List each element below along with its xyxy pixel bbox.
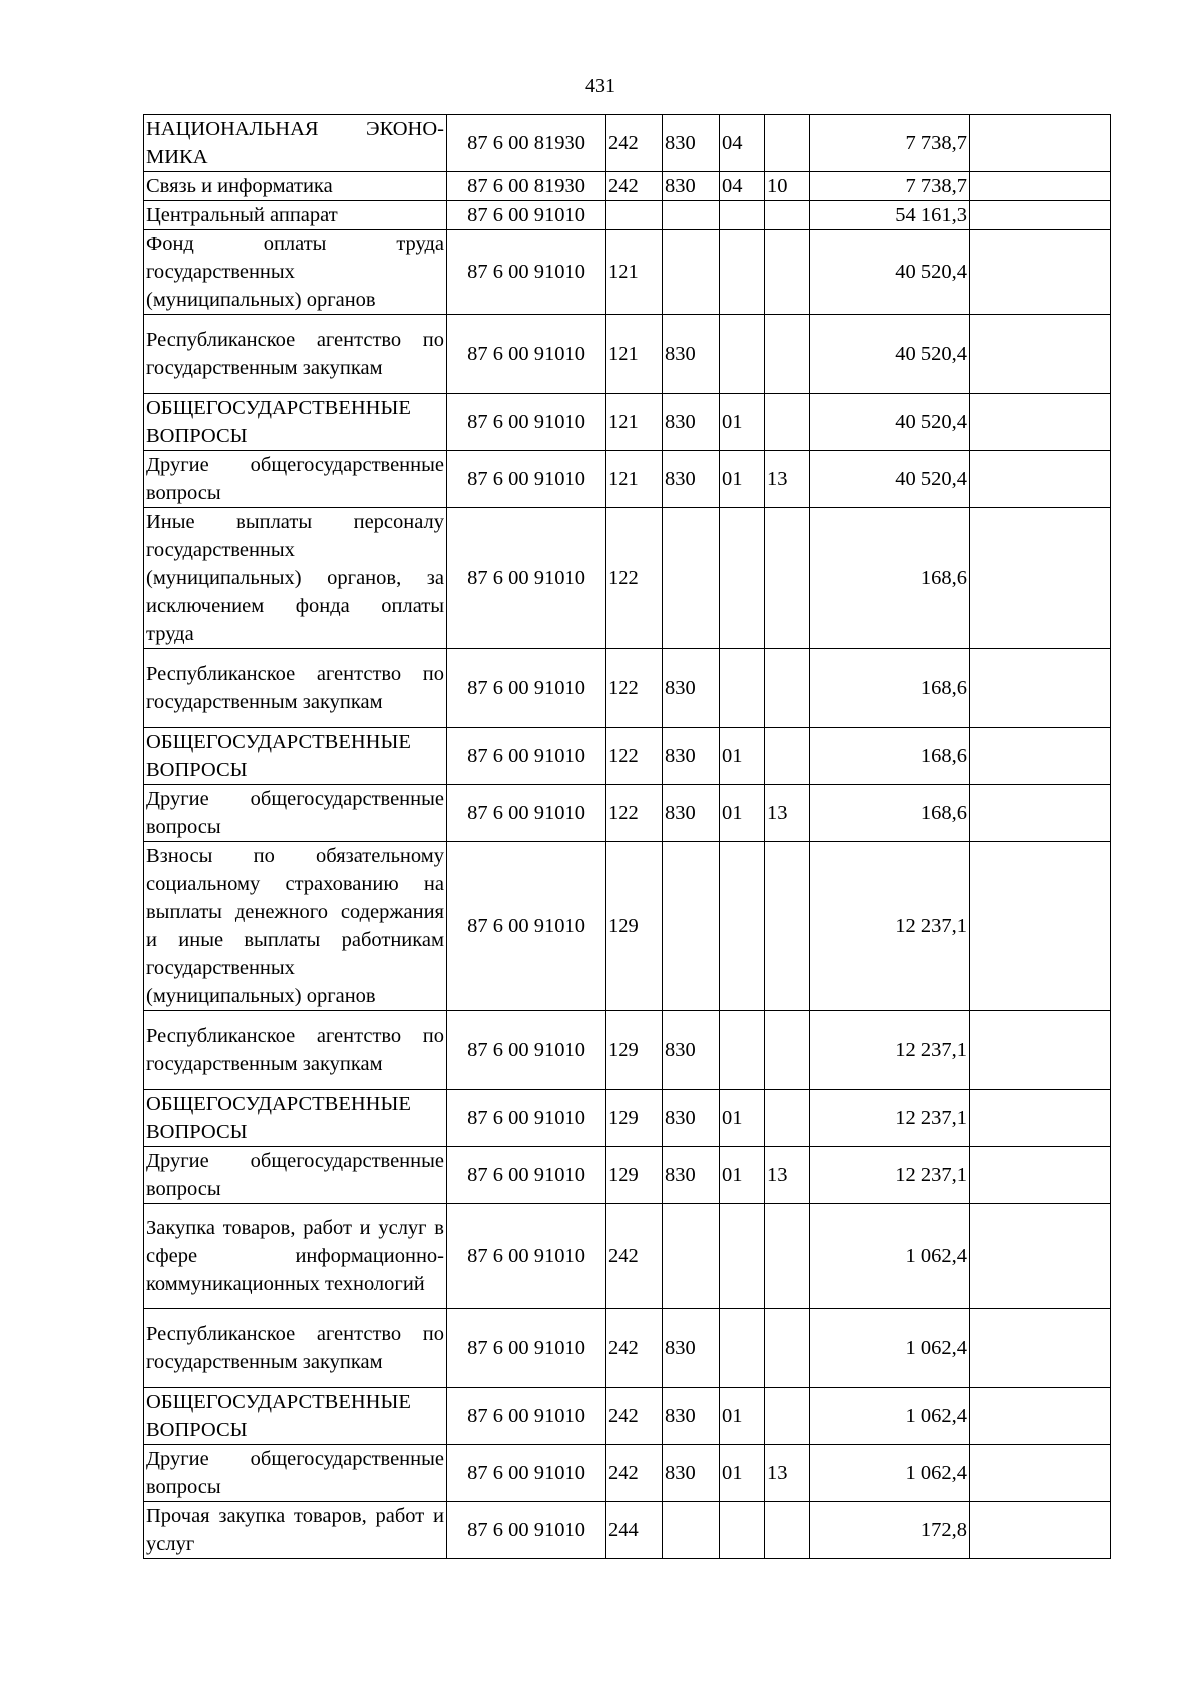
row-administrator-cell [663,1204,720,1309]
row-name-cell: Республиканское агентство по государственным закупкам [144,315,447,394]
row-administrator-cell: 830 [663,1147,720,1204]
row-expense-type-cell: 242 [606,115,663,172]
row-amount-cell: 1 062,4 [810,1388,970,1445]
row-expense-type-cell: 129 [606,1147,663,1204]
row-target-article-cell: 87 6 00 91010 [447,201,606,230]
row-expense-type-cell: 121 [606,230,663,315]
row-section-cell [720,230,765,315]
row-empty-cell [970,1090,1111,1147]
row-name-cell: Иные выплаты персоналу государственных (муниципальных) органов, за исключением фонда оплаты труда [144,508,447,649]
table-row [144,1090,1111,1147]
table-row [144,451,1111,508]
row-subsection-cell [765,315,810,394]
page-number: 431 [585,75,615,97]
row-administrator-cell: 830 [663,394,720,451]
row-amount-cell: 168,6 [810,728,970,785]
row-amount-cell: 1 062,4 [810,1204,970,1309]
row-amount-cell: 40 520,4 [810,315,970,394]
row-subsection-cell: 13 [765,1147,810,1204]
row-name-cell: Республиканское агентство по государственным закупкам [144,649,447,728]
row-target-article-cell: 87 6 00 91010 [447,315,606,394]
table-row [144,172,1111,201]
row-empty-cell [970,508,1111,649]
table-row [144,508,1111,649]
row-section-cell [720,1204,765,1309]
row-administrator-cell: 830 [663,1011,720,1090]
row-name-cell: Взносы по обязательному социальному страхованию на выплаты денежного содержания и иные выплаты работникам государственных (муниципальных) органов [144,842,447,1011]
table-row [144,1309,1111,1388]
table-body [144,115,1111,1559]
row-amount-cell: 1 062,4 [810,1309,970,1388]
row-section-cell: 01 [720,451,765,508]
row-empty-cell [970,842,1111,1011]
row-name-cell: НАЦИОНАЛЬНАЯ ЭКОНО-МИКА [144,115,447,172]
row-name-cell: Фонд оплаты труда государственных (муниципальных) органов [144,230,447,315]
row-name-cell: ОБЩЕГОСУДАРСТВЕННЫЕ ВОПРОСЫ [144,1388,447,1445]
row-administrator-cell [663,230,720,315]
row-section-cell: 04 [720,115,765,172]
row-subsection-cell [765,1309,810,1388]
row-empty-cell [970,115,1111,172]
row-amount-cell: 7 738,7 [810,115,970,172]
row-amount-cell: 7 738,7 [810,172,970,201]
row-subsection-cell [765,842,810,1011]
row-amount-cell: 1 062,4 [810,1445,970,1502]
row-amount-cell: 12 237,1 [810,1011,970,1090]
table-row [144,1502,1111,1559]
row-administrator-cell: 830 [663,728,720,785]
row-amount-cell: 168,6 [810,649,970,728]
row-target-article-cell: 87 6 00 81930 [447,115,606,172]
row-section-cell: 01 [720,728,765,785]
row-name-cell: ОБЩЕГОСУДАРСТВЕННЫЕ ВОПРОСЫ [144,394,447,451]
row-amount-cell: 54 161,3 [810,201,970,230]
row-expense-type-cell: 129 [606,842,663,1011]
row-subsection-cell [765,508,810,649]
row-amount-cell: 168,6 [810,508,970,649]
row-expense-type-cell: 242 [606,1388,663,1445]
row-name-cell: Прочая закупка товаров, работ и услуг [144,1502,447,1559]
row-target-article-cell: 87 6 00 81930 [447,172,606,201]
row-administrator-cell: 830 [663,785,720,842]
row-administrator-cell [663,842,720,1011]
row-empty-cell [970,315,1111,394]
row-amount-cell: 172,8 [810,1502,970,1559]
row-target-article-cell: 87 6 00 91010 [447,1445,606,1502]
row-target-article-cell: 87 6 00 91010 [447,230,606,315]
row-name-cell: Другие общегосударственные вопросы [144,785,447,842]
row-section-cell [720,1502,765,1559]
row-expense-type-cell: 129 [606,1090,663,1147]
row-expense-type-cell: 242 [606,172,663,201]
row-target-article-cell: 87 6 00 91010 [447,394,606,451]
row-subsection-cell: 13 [765,785,810,842]
row-administrator-cell [663,508,720,649]
row-amount-cell: 40 520,4 [810,394,970,451]
table-row [144,842,1111,1011]
row-empty-cell [970,1147,1111,1204]
table-row [144,1011,1111,1090]
row-expense-type-cell: 129 [606,1011,663,1090]
row-section-cell [720,649,765,728]
row-empty-cell [970,172,1111,201]
row-expense-type-cell: 122 [606,785,663,842]
row-section-cell: 01 [720,1090,765,1147]
row-empty-cell [970,1204,1111,1309]
table-row [144,1204,1111,1309]
row-administrator-cell: 830 [663,649,720,728]
table-row [144,728,1111,785]
row-target-article-cell: 87 6 00 91010 [447,1011,606,1090]
row-administrator-cell: 830 [663,115,720,172]
row-target-article-cell: 87 6 00 91010 [447,1147,606,1204]
row-empty-cell [970,728,1111,785]
row-name-cell: Связь и информатика [144,172,447,201]
row-name-cell: Другие общегосударственные вопросы [144,451,447,508]
row-empty-cell [970,785,1111,842]
row-subsection-cell [765,230,810,315]
row-amount-cell: 12 237,1 [810,1090,970,1147]
row-empty-cell [970,649,1111,728]
row-subsection-cell [765,1502,810,1559]
row-name-cell: ОБЩЕГОСУДАРСТВЕННЫЕ ВОПРОСЫ [144,728,447,785]
row-subsection-cell [765,649,810,728]
row-subsection-cell [765,1388,810,1445]
row-administrator-cell: 830 [663,172,720,201]
row-administrator-cell: 830 [663,1388,720,1445]
row-amount-cell: 12 237,1 [810,842,970,1011]
row-section-cell: 04 [720,172,765,201]
row-subsection-cell [765,1011,810,1090]
row-subsection-cell [765,728,810,785]
row-section-cell: 01 [720,1445,765,1502]
row-subsection-cell: 10 [765,172,810,201]
table-row [144,1388,1111,1445]
table-row [144,394,1111,451]
row-section-cell: 01 [720,785,765,842]
row-subsection-cell [765,115,810,172]
row-amount-cell: 12 237,1 [810,1147,970,1204]
row-expense-type-cell: 242 [606,1309,663,1388]
row-name-cell: Республиканское агентство по государственным закупкам [144,1011,447,1090]
row-expense-type-cell: 242 [606,1204,663,1309]
row-name-cell: Республиканское агентство по государственным закупкам [144,1309,447,1388]
row-expense-type-cell: 121 [606,394,663,451]
row-empty-cell [970,1011,1111,1090]
row-administrator-cell [663,201,720,230]
row-section-cell: 01 [720,394,765,451]
table-row [144,785,1111,842]
row-amount-cell: 40 520,4 [810,451,970,508]
table-row [144,1445,1111,1502]
row-name-cell: Центральный аппарат [144,201,447,230]
row-subsection-cell [765,1090,810,1147]
row-target-article-cell: 87 6 00 91010 [447,508,606,649]
row-expense-type-cell: 122 [606,649,663,728]
row-empty-cell [970,1502,1111,1559]
row-target-article-cell: 87 6 00 91010 [447,728,606,785]
row-subsection-cell: 13 [765,451,810,508]
row-target-article-cell: 87 6 00 91010 [447,451,606,508]
row-target-article-cell: 87 6 00 91010 [447,842,606,1011]
row-subsection-cell [765,394,810,451]
row-target-article-cell: 87 6 00 91010 [447,1502,606,1559]
row-administrator-cell: 830 [663,315,720,394]
row-name-cell: Другие общегосударственные вопросы [144,1445,447,1502]
row-expense-type-cell: 242 [606,1445,663,1502]
table-row [144,230,1111,315]
row-section-cell [720,315,765,394]
row-expense-type-cell: 121 [606,451,663,508]
row-section-cell: 01 [720,1147,765,1204]
row-target-article-cell: 87 6 00 91010 [447,1309,606,1388]
row-name-cell: ОБЩЕГОСУДАРСТВЕННЫЕ ВОПРОСЫ [144,1090,447,1147]
row-expense-type-cell: 244 [606,1502,663,1559]
row-subsection-cell [765,1204,810,1309]
row-administrator-cell [663,1502,720,1559]
row-amount-cell: 40 520,4 [810,230,970,315]
row-empty-cell [970,230,1111,315]
row-empty-cell [970,1388,1111,1445]
row-section-cell [720,201,765,230]
row-administrator-cell: 830 [663,1090,720,1147]
row-administrator-cell: 830 [663,1445,720,1502]
row-empty-cell [970,201,1111,230]
table-row [144,115,1111,172]
row-target-article-cell: 87 6 00 91010 [447,785,606,842]
row-target-article-cell: 87 6 00 91010 [447,1388,606,1445]
row-section-cell [720,1011,765,1090]
row-administrator-cell: 830 [663,1309,720,1388]
table-row [144,315,1111,394]
row-section-cell [720,842,765,1011]
row-empty-cell [970,1445,1111,1502]
table-row [144,1147,1111,1204]
row-empty-cell [970,451,1111,508]
row-administrator-cell: 830 [663,451,720,508]
row-expense-type-cell: 122 [606,508,663,649]
row-expense-type-cell [606,201,663,230]
row-name-cell: Закупка товаров, работ и услуг в сфере информационно-коммуникационных технологий [144,1204,447,1309]
row-section-cell [720,508,765,649]
row-target-article-cell: 87 6 00 91010 [447,649,606,728]
row-name-cell: Другие общегосударственные вопросы [144,1147,447,1204]
row-subsection-cell [765,201,810,230]
row-subsection-cell: 13 [765,1445,810,1502]
row-expense-type-cell: 122 [606,728,663,785]
budget-table [143,114,1111,1559]
row-target-article-cell: 87 6 00 91010 [447,1204,606,1309]
table-row [144,201,1111,230]
row-section-cell [720,1309,765,1388]
row-target-article-cell: 87 6 00 91010 [447,1090,606,1147]
row-amount-cell: 168,6 [810,785,970,842]
row-empty-cell [970,394,1111,451]
row-empty-cell [970,1309,1111,1388]
table-row [144,649,1111,728]
row-expense-type-cell: 121 [606,315,663,394]
row-section-cell: 01 [720,1388,765,1445]
